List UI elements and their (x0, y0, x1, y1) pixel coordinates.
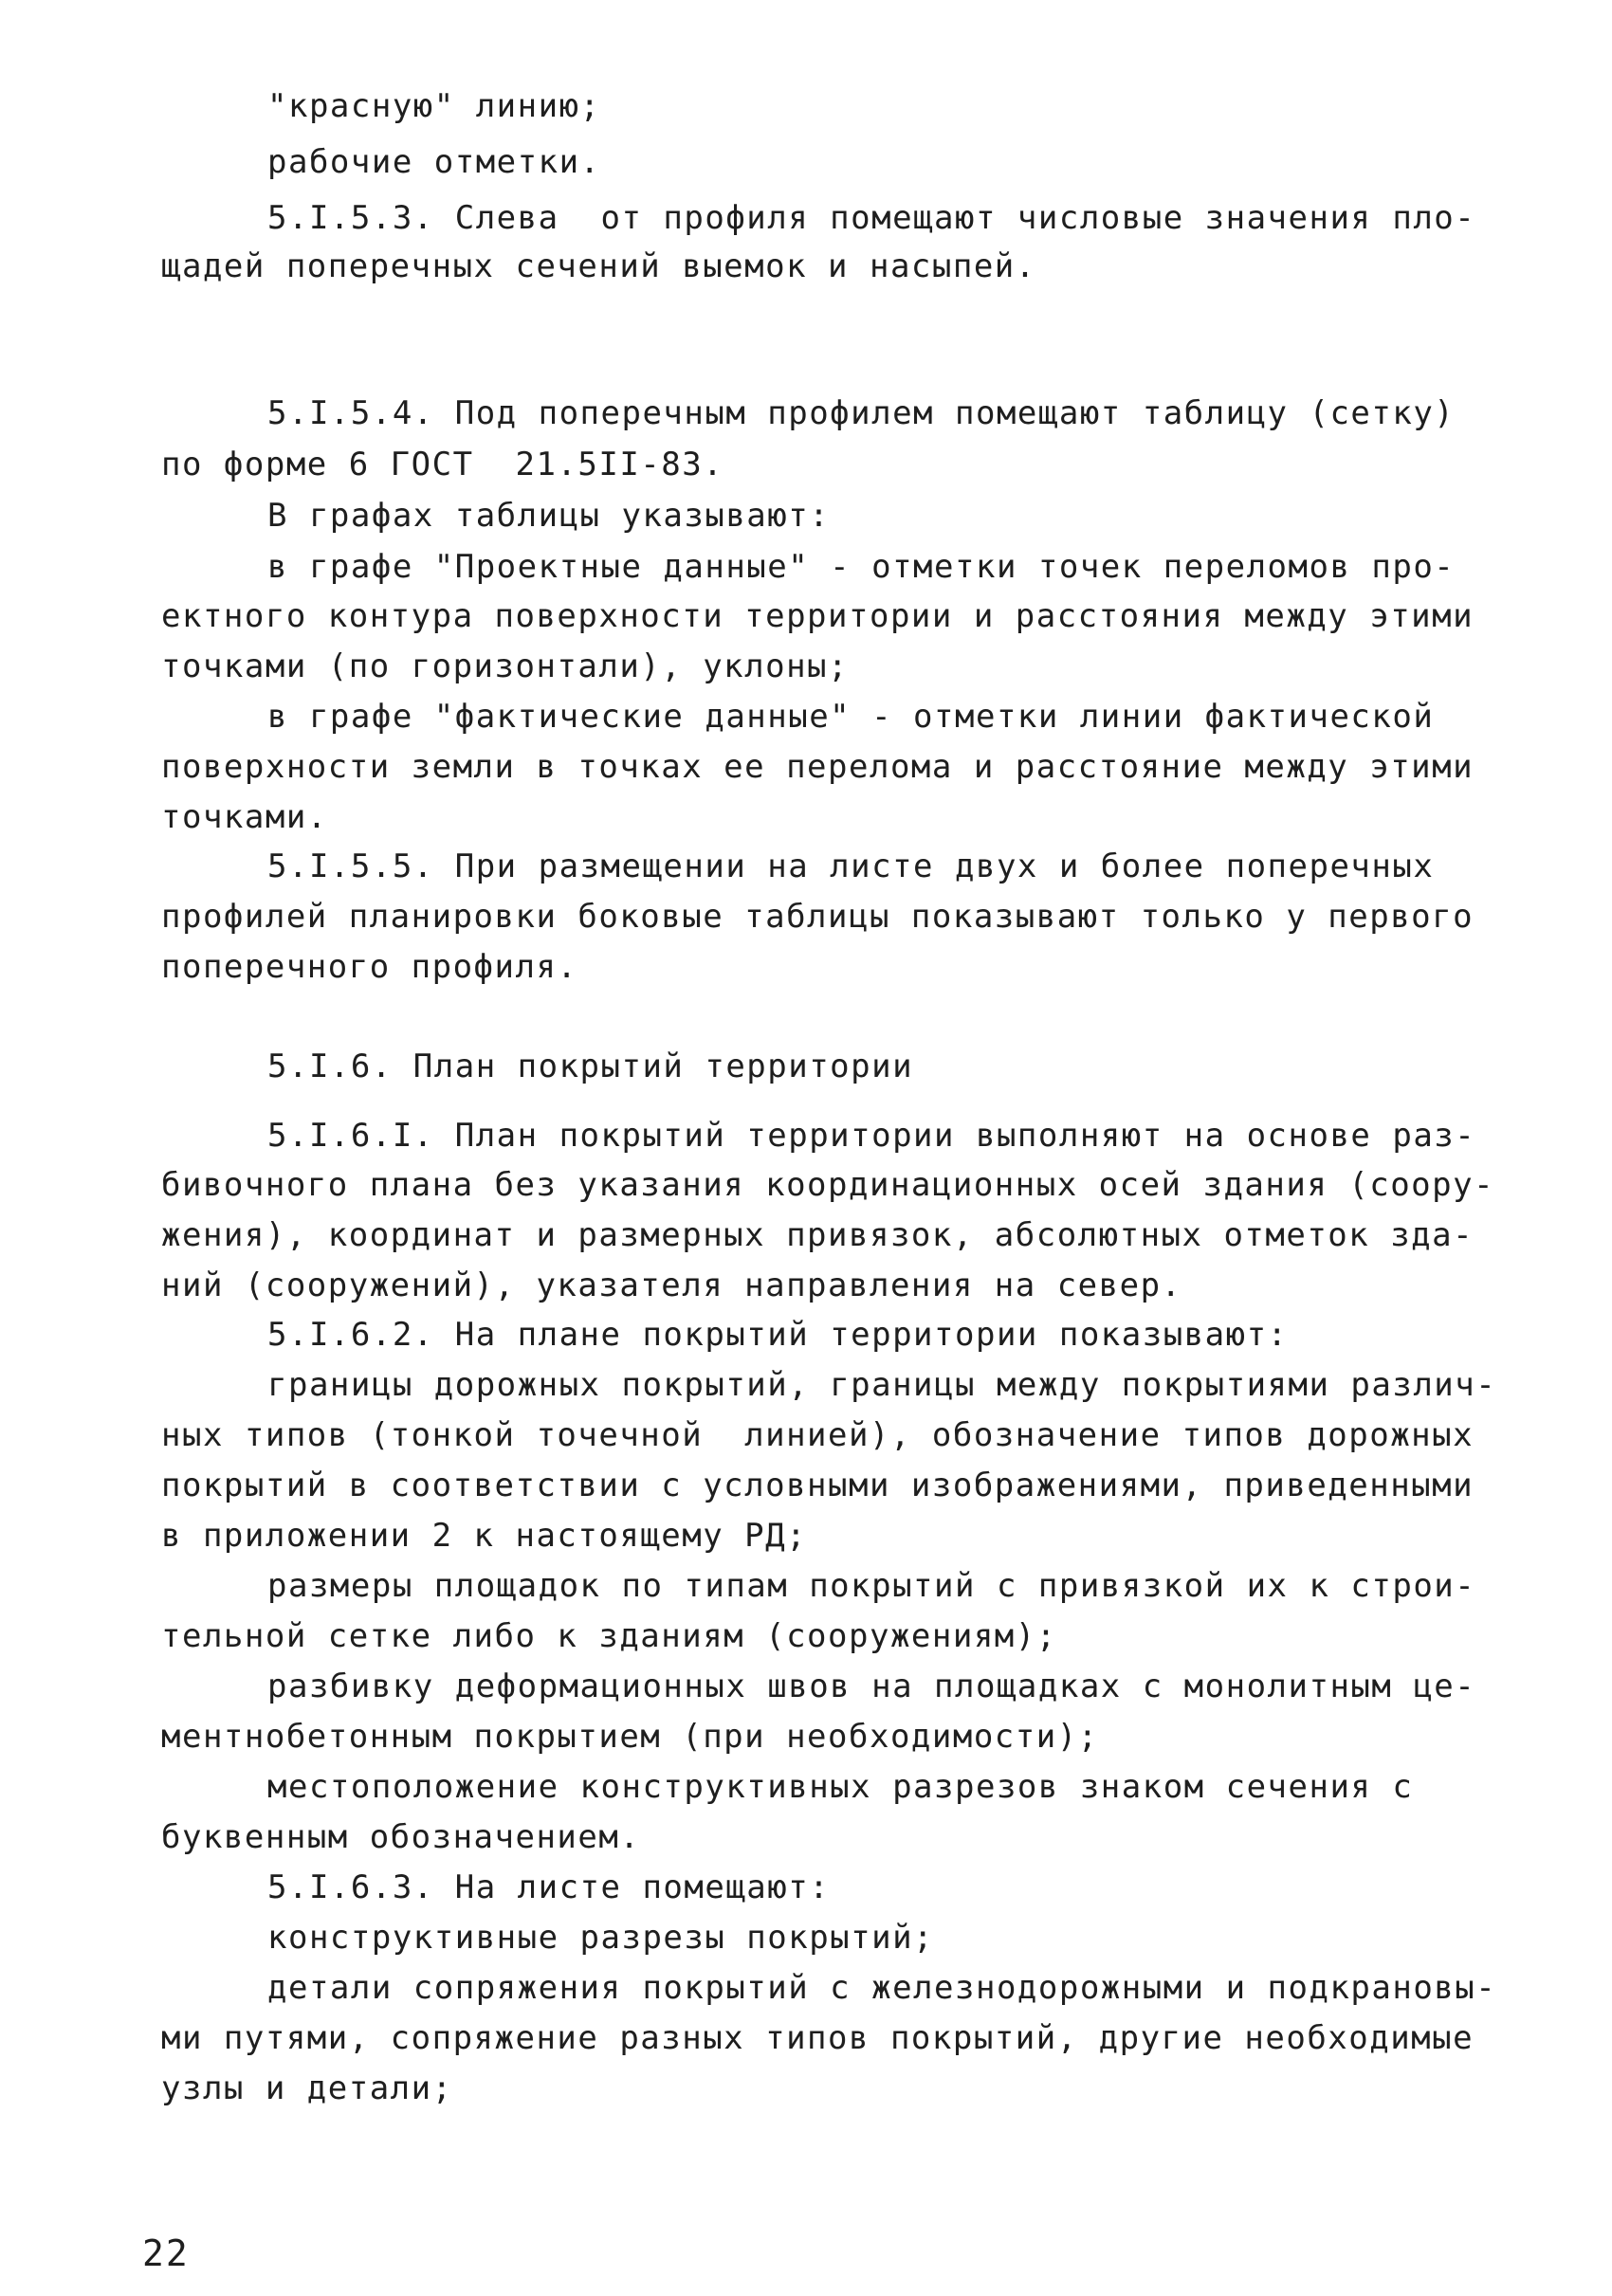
text-line: ний (сооружений), указателя направления на север. (161, 1266, 1182, 1304)
text-line: 5.I.5.3. Слева от профиля помещают числовые значения пло- (267, 199, 1476, 237)
text-line: 5.I.6.3. На листе помещают: (267, 1868, 831, 1906)
text-line: ми путями, сопряжение разных типов покрытий, другие необходимые (161, 2019, 1475, 2057)
text-line: точками (по горизонтали), уклоны; (161, 647, 850, 685)
text-line: В графах таблицы указывают: (267, 497, 831, 535)
page-number: 22 (142, 2232, 190, 2274)
text-line: "красную" линию; (267, 87, 601, 125)
text-line: разбивку деформационных швов на площадках с монолитным це- (267, 1667, 1476, 1705)
text-line: буквенным обозначением. (161, 1818, 641, 1856)
text-line: 5.I.6.2. На плане покрытий территории показывают: (267, 1316, 1289, 1354)
text-line: рабочие отметки. (267, 143, 601, 181)
text-line: конструктивные разрезы покрытий; (267, 1919, 935, 1957)
text-line: ектного контура поверхности территории и расстояния между этими (161, 597, 1475, 635)
text-line: поверхности земли в точках ее перелома и расстояние между этими (161, 748, 1475, 786)
text-line: профилей планировки боковые таблицы показывают только у первого (161, 898, 1475, 936)
text-line: жения), координат и размерных привязок, абсолютных отметок зда- (161, 1216, 1475, 1254)
text-line: по форме 6 ГОСТ 21.5II-83. (161, 446, 724, 483)
text-line: узлы и детали; (161, 2069, 453, 2107)
text-line: детали сопряжения покрытий с железнодорожными и подкрановы- (267, 1969, 1497, 2007)
text-line: размеры площадок по типам покрытий с привязкой их к строи- (267, 1567, 1476, 1605)
text-line: покрытий в соответствии с условными изображениями, приведенными (161, 1467, 1475, 1504)
text-line: тельной сетке либо к зданиям (сооружениям); (161, 1617, 1057, 1655)
text-line: в графе "фактические данные" - отметки линии фактической (267, 698, 1435, 736)
text-line: 5.I.5.4. Под поперечным профилем помещают таблицу (сетку) (267, 394, 1456, 432)
text-line: местоположение конструктивных разрезов знаком сечения с (267, 1768, 1414, 1806)
text-line: бивочного плана без указания координационных осей здания (соору- (161, 1166, 1495, 1204)
text-line: в приложении 2 к настоящему РД; (161, 1517, 808, 1555)
text-line: поперечного профиля. (161, 948, 578, 986)
text-line: ментнобетонным покрытием (при необходимости); (161, 1718, 1099, 1756)
text-line: 5.I.5.5. При размещении на листе двух и более поперечных (267, 847, 1435, 885)
text-line: точками. (161, 798, 328, 836)
text-line: ных типов (тонкой точечной линией), обозначение типов дорожных (161, 1416, 1475, 1454)
text-line: границы дорожных покрытий, границы между покрытиями различ- (267, 1366, 1497, 1404)
section-heading: 5.I.6. План покрытий территории (267, 1048, 914, 1085)
text-line: в графе "Проектные данные" - отметки точек переломов про- (267, 548, 1456, 586)
text-line: 5.I.6.I. План покрытий территории выполняют на основе раз- (267, 1117, 1476, 1155)
text-line: щадей поперечных сечений выемок и насыпей. (161, 247, 1036, 285)
